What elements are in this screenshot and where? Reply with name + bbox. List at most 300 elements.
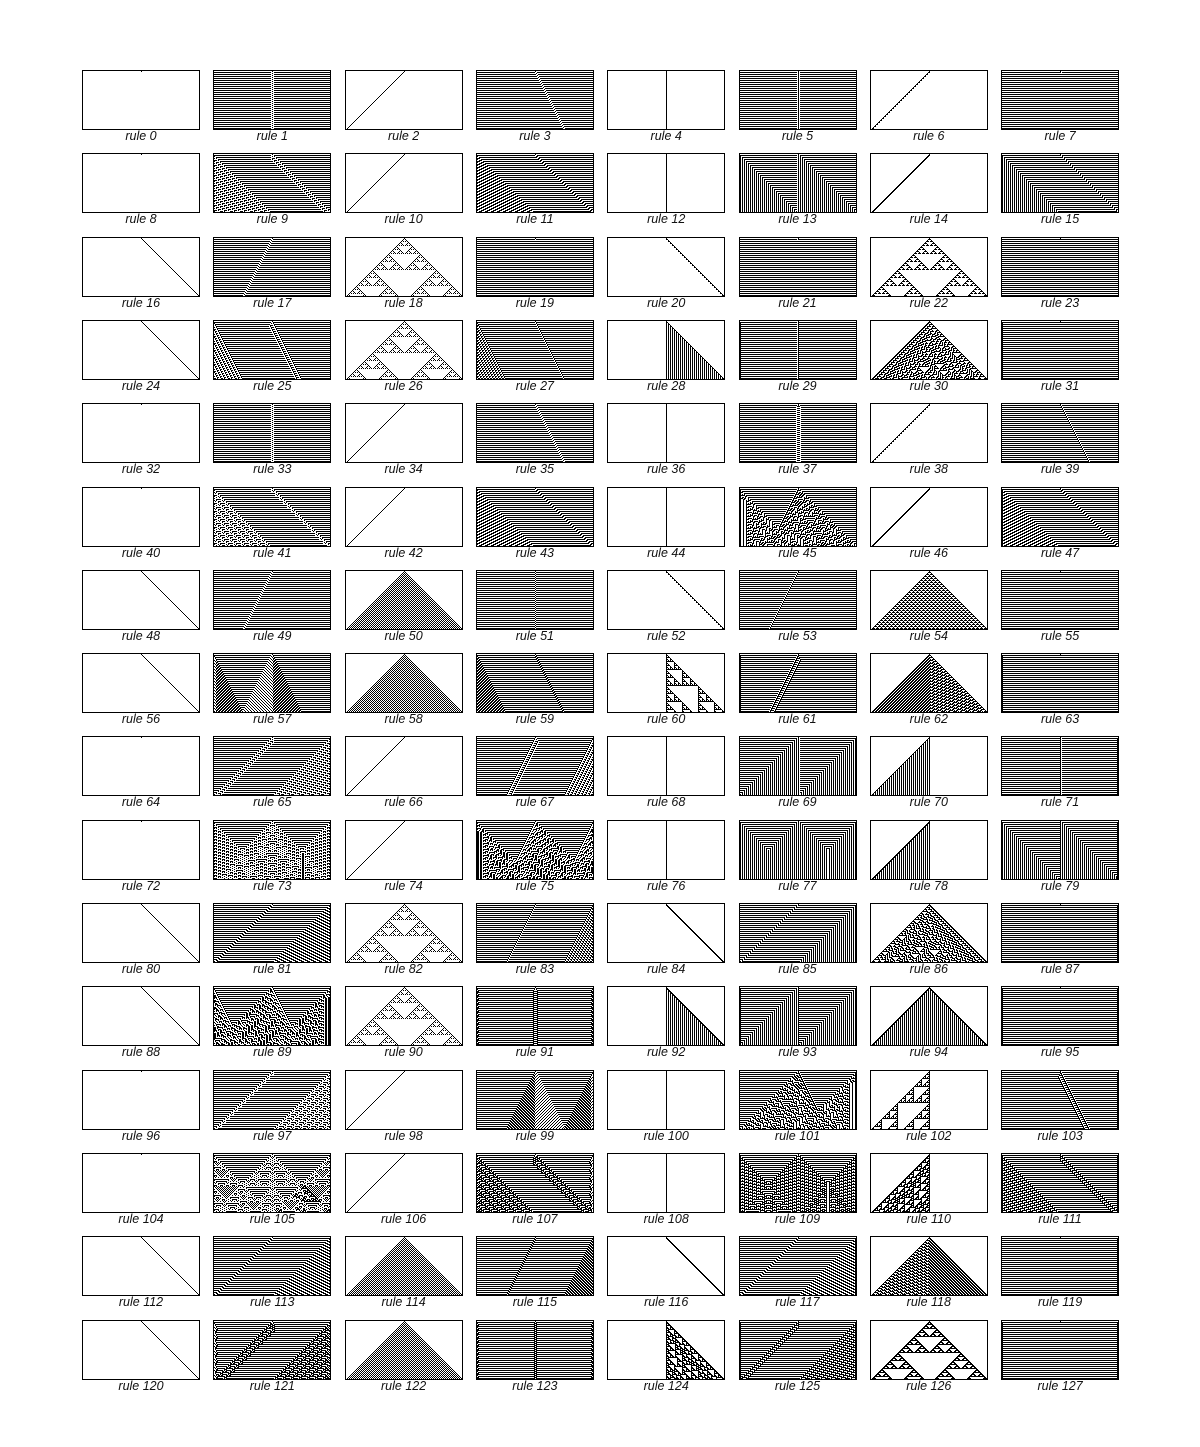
rule-panel — [82, 1153, 200, 1233]
rule-panel — [345, 903, 463, 983]
rule-panel — [739, 820, 857, 900]
automaton-evolution — [82, 1320, 200, 1380]
automaton-evolution — [870, 320, 988, 380]
automaton-evolution — [476, 986, 594, 1046]
rule-label: rule 30 — [909, 378, 948, 393]
rule-label: rule 93 — [778, 1045, 817, 1060]
automaton-evolution — [82, 1070, 200, 1130]
rule-panel — [82, 1320, 200, 1400]
rule-panel — [213, 570, 331, 650]
rule-label: rule 7 — [1044, 129, 1076, 143]
rule-panel — [213, 237, 331, 317]
automaton-evolution — [345, 1153, 463, 1213]
automaton-evolution — [82, 986, 200, 1046]
rule-panel — [1001, 736, 1119, 816]
rule-label: rule 23 — [1040, 295, 1080, 310]
rule-panel — [476, 903, 594, 983]
automaton-evolution — [1001, 653, 1119, 713]
automaton-evolution — [213, 570, 331, 630]
automaton-evolution — [476, 653, 594, 713]
automaton-evolution — [213, 820, 331, 880]
rule-panel — [476, 320, 594, 400]
automaton-evolution — [82, 820, 200, 880]
automaton-evolution — [739, 153, 857, 213]
rule-label: rule 1 — [256, 129, 288, 143]
rule-label: rule 52 — [647, 628, 686, 643]
rule-label: rule 100 — [643, 1128, 689, 1143]
automaton-evolution — [870, 237, 988, 297]
rule-panel — [1001, 1070, 1119, 1150]
rule-panel — [476, 1153, 594, 1233]
automaton-evolution — [82, 653, 200, 713]
automaton-evolution — [213, 1236, 331, 1296]
rule-panel — [870, 570, 988, 650]
automaton-evolution — [1001, 1070, 1119, 1130]
rule-panel — [213, 986, 331, 1066]
automaton-evolution — [82, 1153, 200, 1213]
rule-label: rule 55 — [1040, 628, 1080, 643]
rule-panel — [870, 320, 988, 400]
rule-panel — [345, 736, 463, 816]
rule-label: rule 43 — [515, 545, 554, 560]
rule-label: rule 101 — [774, 1128, 821, 1143]
rule-label: rule 80 — [121, 962, 161, 976]
rule-panel — [213, 1153, 331, 1233]
rule-label: rule 61 — [778, 712, 817, 727]
rule-panel — [345, 820, 463, 900]
rule-label: rule 65 — [253, 795, 292, 810]
rule-panel — [607, 1320, 725, 1400]
automaton-evolution — [82, 403, 200, 463]
rule-panel — [1001, 653, 1119, 733]
rule-panel — [213, 320, 331, 400]
automaton-evolution — [739, 736, 857, 796]
automaton-evolution — [476, 1070, 594, 1130]
rule-label: rule 99 — [515, 1128, 554, 1143]
rule-panel — [739, 570, 857, 650]
rule-label: rule 74 — [384, 878, 423, 893]
rule-panel — [739, 986, 857, 1066]
automaton-evolution — [213, 736, 331, 796]
automaton-evolution — [1001, 487, 1119, 547]
automaton-evolution — [607, 986, 725, 1046]
rule-panel — [82, 320, 200, 400]
rule-panel — [607, 1153, 725, 1233]
rule-label: rule 2 — [387, 129, 420, 143]
automaton-evolution — [82, 1236, 200, 1296]
rule-panel — [607, 570, 725, 650]
rule-panel — [213, 70, 331, 150]
automaton-evolution — [607, 403, 725, 463]
rule-panel — [1001, 403, 1119, 483]
automaton-evolution — [1001, 820, 1119, 880]
rule-panel — [345, 986, 463, 1066]
rule-label: rule 64 — [121, 795, 161, 810]
rule-panel — [213, 1320, 331, 1400]
rule-label: rule 95 — [1040, 1045, 1080, 1060]
rule-panel — [476, 1236, 594, 1316]
rule-label: rule 125 — [774, 1378, 821, 1393]
rule-panel — [1001, 1153, 1119, 1233]
rule-label: rule 81 — [253, 962, 292, 976]
automaton-evolution — [739, 570, 857, 630]
automaton-evolution — [82, 320, 200, 380]
rule-label: rule 54 — [909, 628, 948, 643]
rule-panel — [1001, 70, 1119, 150]
rule-label: rule 84 — [647, 962, 686, 976]
rule-panel — [213, 1236, 331, 1316]
rule-label: rule 89 — [253, 1045, 292, 1060]
rule-label: rule 124 — [643, 1378, 689, 1393]
rule-panel — [870, 1153, 988, 1233]
rule-label: rule 77 — [778, 878, 817, 893]
automaton-evolution — [213, 70, 331, 130]
rule-panel — [870, 653, 988, 733]
rule-panel — [82, 570, 200, 650]
rule-panel — [476, 1070, 594, 1150]
automaton-evolution — [345, 903, 463, 963]
rule-label: rule 56 — [121, 712, 161, 727]
rule-panel — [345, 1070, 463, 1150]
rule-panel — [82, 237, 200, 317]
rule-panel — [739, 736, 857, 816]
rule-panel — [739, 653, 857, 733]
rule-label: rule 91 — [515, 1045, 554, 1060]
rule-panel — [739, 320, 857, 400]
rule-panel — [870, 736, 988, 816]
rule-panel — [870, 1320, 988, 1400]
rule-label: rule 113 — [250, 1295, 295, 1310]
automaton-evolution — [82, 487, 200, 547]
rule-panel — [345, 487, 463, 567]
rule-label: rule 70 — [909, 795, 948, 810]
rule-label: rule 92 — [647, 1045, 686, 1060]
rule-panel — [476, 1320, 594, 1400]
rule-panel — [345, 70, 463, 150]
automaton-evolution — [345, 403, 463, 463]
automaton-evolution — [476, 153, 594, 213]
automaton-evolution — [476, 70, 594, 130]
rule-panel — [82, 70, 200, 150]
rule-panel — [213, 403, 331, 483]
automaton-evolution — [739, 403, 857, 463]
rule-panel — [1001, 487, 1119, 567]
rule-label: rule 88 — [121, 1045, 161, 1060]
rule-label: rule 69 — [778, 795, 817, 810]
rule-panel — [82, 153, 200, 233]
automaton-evolution — [345, 320, 463, 380]
automaton-evolution — [870, 820, 988, 880]
automaton-evolution — [345, 237, 463, 297]
automaton-evolution — [607, 70, 725, 130]
rule-panel — [607, 653, 725, 733]
rule-panel — [82, 903, 200, 983]
rule-panel — [739, 70, 857, 150]
rule-label: rule 32 — [121, 462, 161, 477]
automaton-evolution — [213, 903, 331, 963]
automaton-evolution — [345, 1236, 463, 1296]
rule-label: rule 38 — [909, 462, 948, 477]
rule-label: rule 37 — [778, 462, 817, 477]
rule-label: rule 48 — [121, 628, 161, 643]
rule-label: rule 21 — [778, 295, 817, 310]
rule-panel — [607, 903, 725, 983]
rule-panel — [870, 487, 988, 567]
automaton-evolution — [870, 1320, 988, 1380]
rule-label: rule 72 — [121, 878, 161, 893]
rule-label: rule 76 — [647, 878, 686, 893]
rule-label: rule 73 — [253, 878, 292, 893]
rule-panel — [607, 487, 725, 567]
automaton-evolution — [345, 487, 463, 547]
automaton-evolution — [739, 820, 857, 880]
rule-label: rule 118 — [906, 1295, 951, 1310]
rule-panel — [345, 653, 463, 733]
automaton-evolution — [739, 70, 857, 130]
rule-label: rule 111 — [1038, 1211, 1082, 1226]
rule-label: rule 27 — [515, 378, 554, 393]
rule-panel — [345, 1236, 463, 1316]
rule-panel — [1001, 570, 1119, 650]
rule-label: rule 119 — [1037, 1295, 1083, 1310]
rule-panel — [213, 903, 331, 983]
rule-panel — [607, 820, 725, 900]
rule-panel — [82, 820, 200, 900]
rule-label: rule 60 — [647, 712, 686, 727]
rule-label: rule 66 — [384, 795, 423, 810]
automaton-evolution — [476, 903, 594, 963]
automaton-evolution — [345, 653, 463, 713]
rule-panel — [739, 403, 857, 483]
rule-panel — [82, 487, 200, 567]
automaton-evolution — [607, 487, 725, 547]
rule-label: rule 106 — [381, 1211, 427, 1226]
automaton-evolution — [607, 570, 725, 630]
automaton-evolution — [739, 237, 857, 297]
rule-label: rule 110 — [906, 1211, 951, 1226]
automaton-evolution — [476, 403, 594, 463]
automaton-evolution — [607, 1153, 725, 1213]
rule-label: rule 127 — [1037, 1378, 1083, 1393]
rule-panel — [607, 237, 725, 317]
rule-label: rule 31 — [1040, 378, 1080, 393]
automaton-evolution — [1001, 1153, 1119, 1213]
rule-panel — [1001, 1320, 1119, 1400]
automaton-evolution — [607, 237, 725, 297]
rule-label: rule 104 — [118, 1211, 164, 1226]
rule-panel — [739, 903, 857, 983]
rule-label: rule 35 — [515, 462, 554, 477]
automaton-evolution — [607, 736, 725, 796]
automaton-evolution — [607, 653, 725, 713]
rule-label: rule 126 — [906, 1378, 952, 1393]
rule-panel — [213, 487, 331, 567]
rule-label: rule 33 — [253, 462, 292, 477]
rule-label: rule 98 — [384, 1128, 423, 1143]
rule-panel — [739, 487, 857, 567]
rule-label: rule 5 — [781, 129, 814, 143]
rule-label: rule 108 — [643, 1211, 689, 1226]
rule-label: rule 68 — [647, 795, 686, 810]
automaton-evolution — [870, 70, 988, 130]
automaton-evolution — [1001, 986, 1119, 1046]
automaton-evolution — [1001, 736, 1119, 796]
automaton-evolution — [1001, 570, 1119, 630]
automaton-evolution — [476, 1153, 594, 1213]
rule-panel — [82, 1236, 200, 1316]
rule-panel — [607, 153, 725, 233]
rule-panel — [739, 237, 857, 317]
rule-label: rule 3 — [519, 129, 551, 143]
rule-label: rule 42 — [384, 545, 423, 560]
rule-label: rule 6 — [913, 129, 945, 143]
rule-label: rule 9 — [256, 212, 288, 227]
rule-panel — [476, 153, 594, 233]
rule-label: rule 15 — [1040, 212, 1080, 227]
rule-label: rule 34 — [384, 462, 423, 477]
rule-panel — [476, 570, 594, 650]
rule-label: rule 18 — [384, 295, 423, 310]
rule-label: rule 75 — [515, 878, 554, 893]
rule-panel — [607, 70, 725, 150]
rule-label: rule 51 — [515, 628, 554, 643]
rule-label: rule 116 — [644, 1295, 689, 1310]
rule-label: rule 114 — [381, 1295, 426, 1310]
rule-label: rule 28 — [647, 378, 686, 393]
rule-label: rule 50 — [384, 628, 423, 643]
rule-label: rule 109 — [774, 1211, 821, 1226]
rule-label: rule 16 — [121, 295, 161, 310]
rule-label: rule 36 — [647, 462, 686, 477]
rule-panel — [476, 653, 594, 733]
rule-panel — [739, 1320, 857, 1400]
automaton-evolution — [870, 1236, 988, 1296]
automaton-evolution — [870, 1153, 988, 1213]
automaton-evolution — [607, 153, 725, 213]
rule-panel — [1001, 237, 1119, 317]
rule-panel — [345, 153, 463, 233]
automaton-evolution — [345, 70, 463, 130]
rule-panel — [345, 570, 463, 650]
rule-label: rule 49 — [253, 628, 292, 643]
automaton-evolution — [213, 153, 331, 213]
automaton-evolution — [345, 736, 463, 796]
automaton-evolution — [870, 903, 988, 963]
rule-label: rule 22 — [909, 295, 948, 310]
rule-panel — [607, 1070, 725, 1150]
rule-label: rule 120 — [118, 1378, 164, 1393]
rule-panel — [345, 320, 463, 400]
automaton-evolution — [1001, 237, 1119, 297]
automaton-evolution — [1001, 153, 1119, 213]
automaton-evolution — [870, 570, 988, 630]
automaton-evolution — [739, 653, 857, 713]
rule-panel — [476, 70, 594, 150]
automaton-evolution — [345, 1070, 463, 1130]
rule-label: rule 63 — [1040, 712, 1080, 727]
rule-label: rule 67 — [515, 795, 554, 810]
automaton-evolution — [1001, 903, 1119, 963]
rule-panel — [82, 986, 200, 1066]
automaton-evolution — [739, 1153, 857, 1213]
rule-panel — [1001, 1236, 1119, 1316]
rule-label: rule 45 — [778, 545, 817, 560]
automaton-evolution — [213, 320, 331, 380]
rule-panel — [607, 736, 725, 816]
rule-label: rule 25 — [253, 378, 292, 393]
automaton-evolution — [476, 1320, 594, 1380]
automaton-evolution — [345, 986, 463, 1046]
automaton-evolution — [870, 403, 988, 463]
rule-panel — [607, 320, 725, 400]
rule-panel — [870, 70, 988, 150]
rule-panel — [607, 986, 725, 1066]
rule-label: rule 40 — [121, 545, 161, 560]
rule-label: rule 117 — [775, 1295, 820, 1310]
rule-panel — [1001, 986, 1119, 1066]
automaton-evolution — [607, 320, 725, 380]
rule-label: rule 57 — [253, 712, 292, 727]
rule-label: rule 122 — [381, 1378, 427, 1393]
rule-panel — [870, 237, 988, 317]
rule-label: rule 102 — [906, 1128, 952, 1143]
rule-panel — [1001, 153, 1119, 233]
automaton-evolution — [82, 570, 200, 630]
automaton-evolution — [213, 1070, 331, 1130]
rule-label: rule 26 — [384, 378, 423, 393]
rule-label: rule 39 — [1040, 462, 1080, 477]
automaton-evolution — [739, 1320, 857, 1380]
rule-panel — [870, 1070, 988, 1150]
rule-label: rule 58 — [384, 712, 423, 727]
rule-label: rule 59 — [515, 712, 554, 727]
rule-panel — [213, 820, 331, 900]
rule-panel — [82, 653, 200, 733]
automaton-evolution — [82, 736, 200, 796]
rule-label: rule 94 — [909, 1045, 948, 1060]
rule-panel — [739, 1236, 857, 1316]
rule-label: rule 86 — [909, 962, 948, 976]
automaton-evolution — [82, 70, 200, 130]
automaton-evolution — [870, 736, 988, 796]
automaton-evolution — [607, 1320, 725, 1380]
rule-label: rule 53 — [778, 628, 817, 643]
rule-panel — [1001, 903, 1119, 983]
rule-panel — [1001, 320, 1119, 400]
automaton-evolution — [739, 487, 857, 547]
automaton-evolution — [739, 320, 857, 380]
automaton-evolution — [476, 570, 594, 630]
automaton-evolution — [345, 820, 463, 880]
automaton-evolution — [607, 1070, 725, 1130]
automaton-evolution — [213, 237, 331, 297]
rule-panel — [476, 820, 594, 900]
rule-label: rule 103 — [1037, 1128, 1083, 1143]
rule-panel — [82, 736, 200, 816]
automaton-evolution — [607, 903, 725, 963]
automaton-evolution — [82, 153, 200, 213]
rule-panel — [739, 1153, 857, 1233]
rule-panel — [213, 153, 331, 233]
automaton-evolution — [476, 320, 594, 380]
automaton-evolution — [345, 1320, 463, 1380]
automaton-evolution — [476, 237, 594, 297]
automaton-evolution — [739, 1236, 857, 1296]
rule-panel — [213, 653, 331, 733]
rule-label: rule 17 — [253, 295, 292, 310]
automaton-evolution — [870, 1070, 988, 1130]
automaton-evolution — [213, 487, 331, 547]
